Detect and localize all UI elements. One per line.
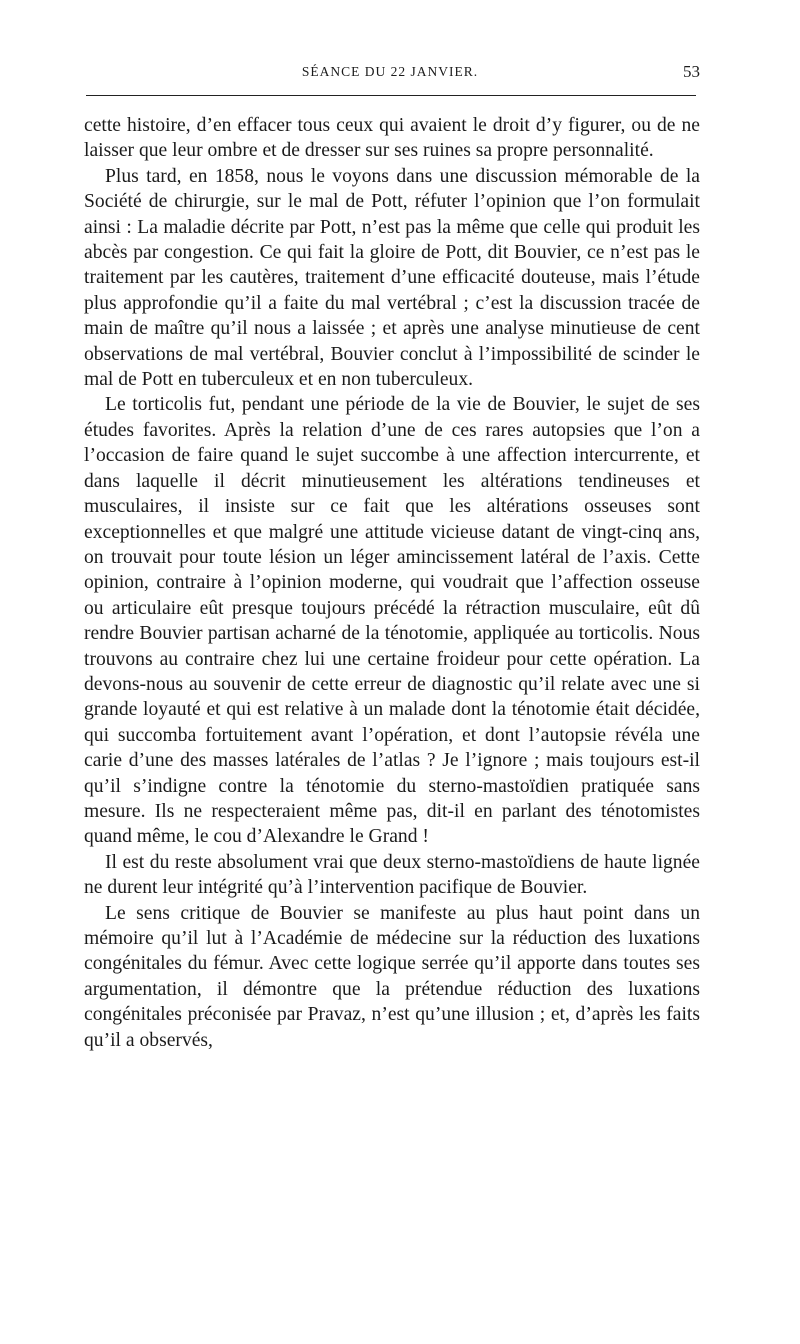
- paragraph-continued: cette histoire, d’en effacer tous ceux qui avaient le droit d’y figurer, ou de ne laisser que leur ombre et de dresser sur ses ruines sa propre personnalité.: [84, 115, 700, 162]
- paragraph-luxations: Le sens critique de Bouvier se manifeste au plus haut point dans un mémoire qu’il lut à l’Académie de médecine sur la réduction des luxations congénitales du fémur. Avec cette logique serrée qu’il apporte dans toutes ses argumentation, il démontre que la prétendue réduction des luxations congénitales préconisée par Pravaz, n’est qu’une illusion ; et, d’après les faits qu’il a observés,: [84, 902, 700, 1051]
- running-title: SÉANCE DU 22 JANVIER.: [301, 64, 479, 79]
- body-text: [84, 113, 700, 1053]
- paragraph-sterno-mastoidiens: Il est du reste absolument vrai que deux sterno-mastoïdiens de haute lignée ne durent leur intégrité qu’à l’intervention pacifique de Bouvier.: [84, 851, 700, 899]
- paragraph-torticolis: Le torticolis fut, pendant une période de la vie de Bouvier, le sujet de ses études favorites. Après la relation d’une de ces rares autopsies que l’on a l’occasion de faire quand le sujet succombe à une affection intercurrente, et dans laquelle il décrit minutieusement les altérations tendineuses et musculaires, il insiste sur ce fait que les altérations osseuses sont exceptionnelles et que malgré une attitude vicieuse datant de vingt-cinq ans, on trouvait pour toute lésion un léger amincissement latéral de l’axis. Cette opinion, contraire à l’opinion moderne, qui voudrait que l’affection osseuse ou articulaire eût presque toujours précédé la rétraction musculaire, eût dû rendre Bouvier partisan acharné de la ténotomie, appliquée au torticolis. Nous trouvons au contraire chez lui une certaine froideur pour cette opération. La devons-nous au souvenir de cette erreur de diagnostic qu’il relate avec une si grande loyauté et qui est relative à un malade dont la ténotomie était décidée, qui succomba fortuitement avant l’opération, et dont l’autopsie révéla une carie d’une des masses latérales de l’atlas ? Je l’ignore ; mais toujours est-il qu’il s’indigne contre la ténotomie du sterno-mastoïdien pratiquée sans mesure. Ils ne respecteraient même pas, dit-il en parlant des ténotomistes quand même, le cou d’Alexandre le Grand !: [84, 394, 700, 848]
- page-number: 53: [683, 62, 700, 81]
- header-rule: [86, 95, 696, 96]
- running-head: [80, 62, 700, 84]
- paragraph-mal-de-pott: Plus tard, en 1858, nous le voyons dans une discussion mémorable de la Société de chirurgie, sur le mal de Pott, réfuter l’opinion que l’on formulait ainsi : La maladie décrite par Pott, n’est pas la même que celle qui produit les abcès par congestion. Ce qui fait la gloire de Pott, dit Bouvier, ce n’est pas le traitement par les cautères, traitement d’une efficacité douteuse, mais l’étude plus approfondie qu’il a faite du mal vertébral ; c’est la discussion tracée de main de maître qu’il nous a laissée ; et après une analyse minutieuse de cent observations de mal vertébral, Bouvier conclut à l’impossibilité de scinder le mal de Pott en tuberculeux et en non tuberculeux.: [84, 165, 700, 391]
